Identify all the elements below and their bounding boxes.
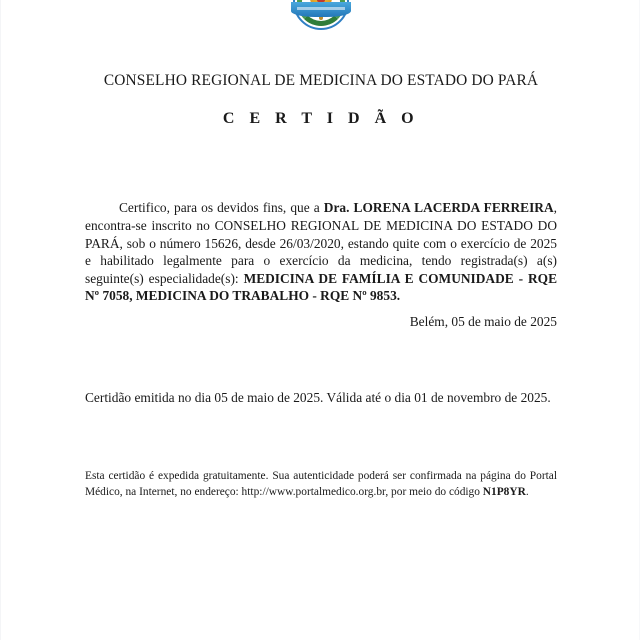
- certificate-body-paragraph: [85, 199, 557, 305]
- footer-authenticity-note: [85, 469, 557, 500]
- organization-title: CONSELHO REGIONAL DE MEDICINA DO ESTADO DO PARÁ: [103, 72, 539, 89]
- body-registration-text: , encontra-se inscrito no CONSELHO REGIONAL DE MEDICINA DO ESTADO DO PARÁ, sob o número 15626, desde 26/03/2020, estando quite com o exercício de 2025 e habilitado legalmente para o exercício da medicina, tendo registrada(s) a(s) seguinte(s) especialidade(s):: [85, 200, 557, 286]
- specialty-list-text: MEDICINA DE FAMÍLIA E COMUNIDADE - RQE Nº 7058, MEDICINA DO TRABALHO - RQE Nº 9853.: [85, 270, 557, 304]
- doctor-name: Dra. LORENA LACERDA FERREIRA: [323, 200, 554, 216]
- place-and-date: Belém, 05 de maio de 2025: [409, 314, 557, 329]
- emblem-container: [1, 0, 640, 30]
- footer-text-before-code: Esta certidão é expedida gratuitamente. Sua autenticidade poderá ser confirmada na página do Portal Médico, na Internet, no endereço: http://www.portalmedico.org.br, por meio do código: [85, 470, 557, 498]
- verification-code: N1P8YR: [482, 485, 526, 498]
- crm-pa-seal-icon: [293, 0, 349, 30]
- seal-banner-ribbon: [291, 2, 351, 17]
- footer-text-after-code: .: [525, 485, 529, 498]
- issuance-validity-line: Certidão emitida no dia 05 de maio de 2025. Válida até o dia 01 de novembro de 2025.: [85, 390, 551, 405]
- certificate-title: C E R T I D Ã O: [222, 110, 420, 127]
- body-intro-text: Certifico, para os devidos fins, que a: [119, 200, 324, 216]
